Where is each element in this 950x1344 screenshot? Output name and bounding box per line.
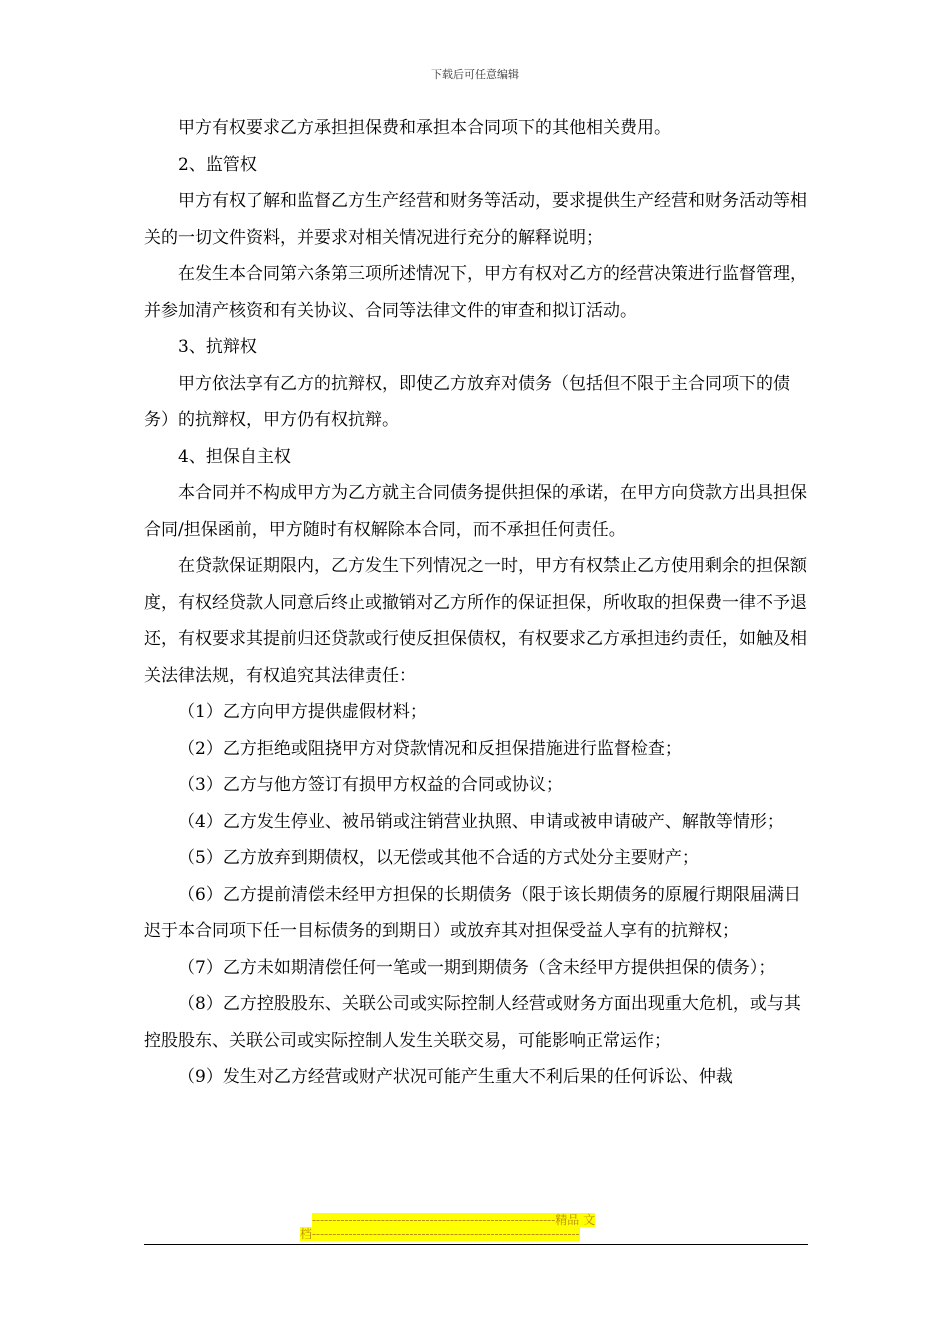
section-heading: 4、担保自主权 [178, 446, 291, 467]
list-item: （1）乙方向甲方提供虚假材料； [178, 702, 427, 722]
list-item: （9）发生对乙方经营或财产状况可能产生重大不利后果的任何诉讼、仲裁 [178, 1067, 733, 1087]
paragraph: 在贷款保证期限内，乙方发生下列情况之一时，甲方有权禁止乙方使用剩余的担保额度，有权经贷款人同意后终止或撤销对乙方所作的保证担保，所收取的担保费一律不予退还，有权要求其提前归还贷款或行使反担保债权，有权要求乙方承担违约责任，如触及相关法律法规，有权追究其法律责任： [144, 556, 807, 686]
footer-line-1: ------------------------------------------------------------精品 文 [312, 1213, 596, 1227]
list-item: （3）乙方与他方签订有损甲方权益的合同或协议； [178, 775, 563, 795]
list-item: （2）乙方拒绝或阻挠甲方对贷款情况和反担保措施进行监督检查； [178, 738, 682, 759]
section-heading: 2、监管权 [178, 154, 257, 175]
list-item: （7）乙方未如期清偿任何一笔或一期到期债务（含未经甲方提供担保的债务）； [178, 957, 776, 978]
section-heading: 3、抗辩权 [178, 337, 257, 357]
footer-divider [144, 1244, 808, 1245]
page-header: 下载后可任意编辑 [431, 68, 519, 81]
paragraph: 本合同并不构成甲方为乙方就主合同债务提供担保的承诺，在甲方向贷款方出具担保合同/担保函前，甲方随时有权解除本合同，而不承担任何责任。 [144, 483, 807, 540]
paragraph: 甲方依法享有乙方的抗辩权，即使乙方放弃对债务（包括但不限于主合同项下的债务）的抗辩权，甲方仍有权抗辩。 [144, 373, 790, 430]
page-footer [300, 1213, 650, 1241]
paragraph: 甲方有权了解和监督乙方生产经营和财务等活动，要求提供生产经营和财务活动等相关的一切文件资料，并要求对相关情况进行充分的解释说明； [144, 191, 807, 248]
paragraph: 甲方有权要求乙方承担担保费和承担本合同项下的其他相关费用。 [178, 118, 671, 138]
list-item: （5）乙方放弃到期债权，以无偿或其他不合适的方式处分主要财产； [178, 848, 699, 868]
document-body [144, 110, 808, 1096]
paragraph: 在发生本合同第六条第三项所述情况下，甲方有权对乙方的经营决策进行监督管理，并参加清产核资和有关协议、合同等法律文件的审查和拟订活动。 [144, 264, 807, 321]
list-item: （6）乙方提前清偿未经甲方担保的长期债务（限于该长期债务的原履行期限届满日迟于本合同项下任一目标债务的到期日）或放弃其对担保受益人享有的抗辩权； [144, 884, 801, 941]
list-item: （4）乙方发生停业、被吊销或注销营业执照、申请或被申请破产、解散等情形； [178, 811, 784, 832]
list-item: （8）乙方控股股东、关联公司或实际控制人经营或财务方面出现重大危机，或与其控股股东、关联公司或实际控制人发生关联交易，可能影响正常运作； [144, 994, 801, 1051]
footer-line-2: 档------------------------------------------------------------------ [300, 1227, 580, 1241]
